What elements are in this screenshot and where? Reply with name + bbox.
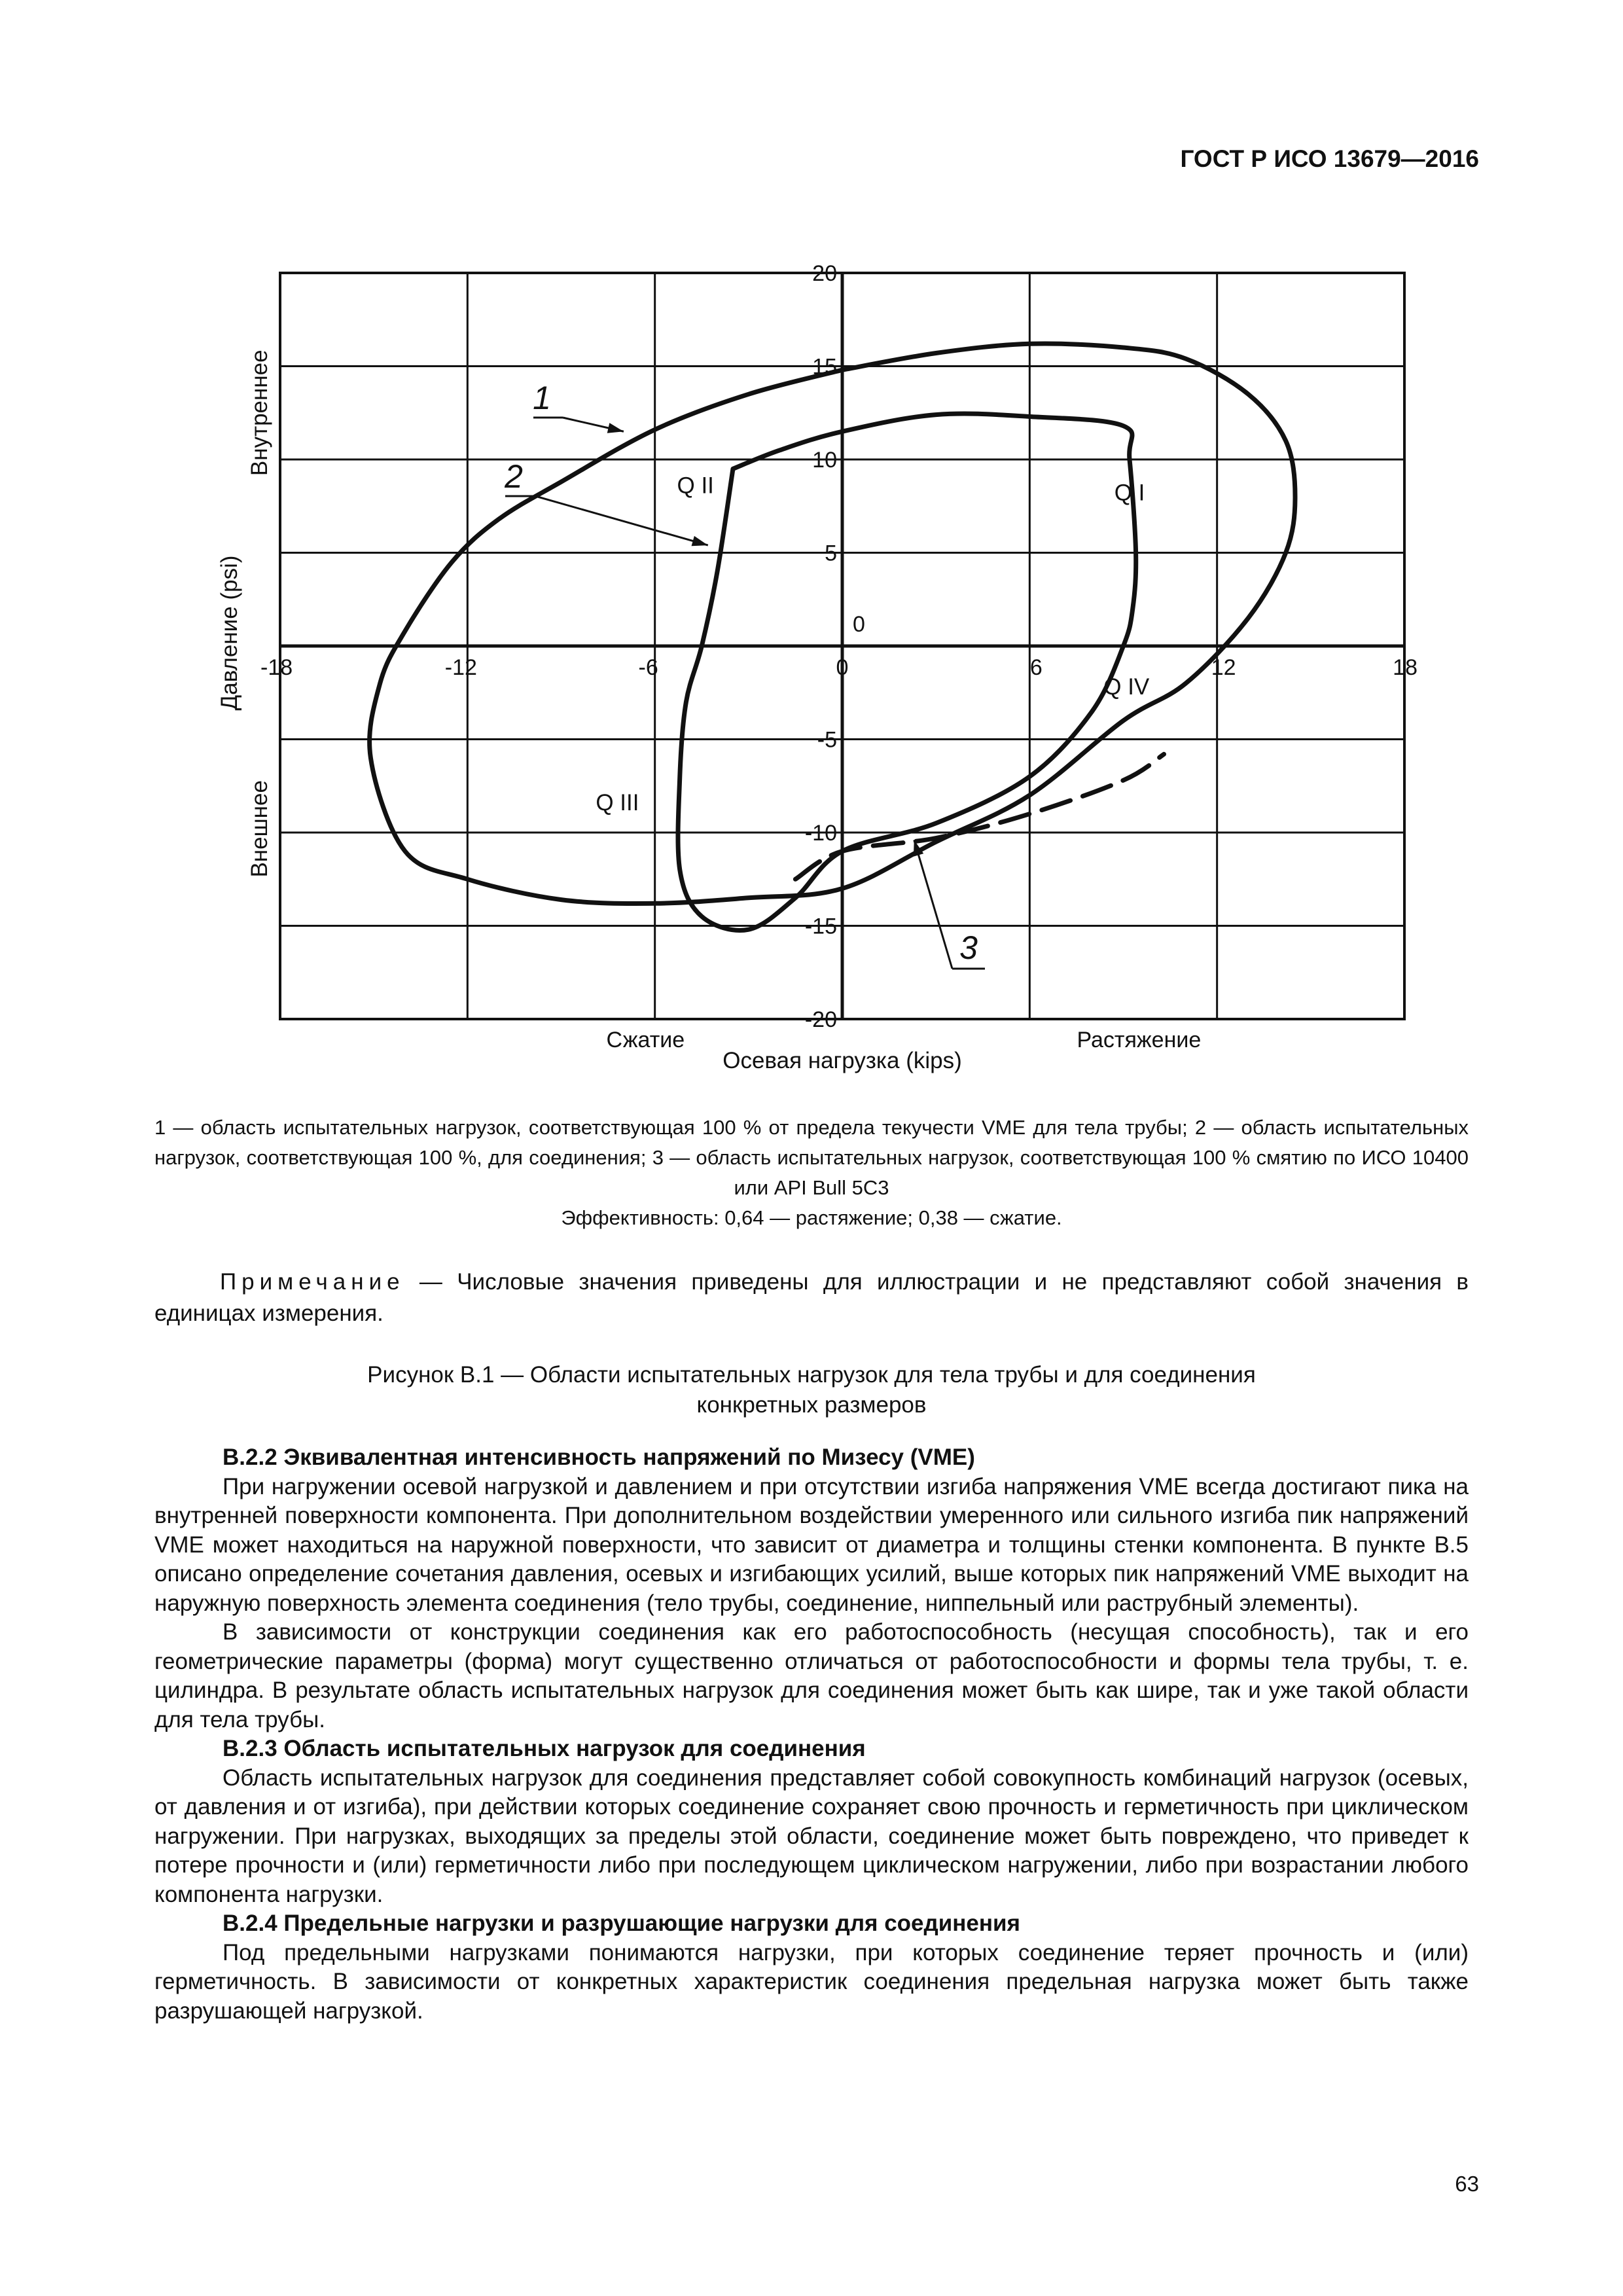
paragraph: Область испытательных нагрузок для соединения представляет собой совокупность комбинаций нагрузок (осевых, от давления и от изгиба), при действии которых соединение сохраняет свою прочность и герметичность при циклическом нагружении. При нагрузках, выходящих за пределы этой области, соединение может быть повреждено, что приведет к потере прочности и (или) герметичности либо при последующем циклическом нагружении, либо при возрастании любого компонента нагрузки. [154, 1765, 1469, 1907]
x-tick-label: -12 [444, 655, 477, 680]
quadrant-label: Q IV [1103, 674, 1150, 700]
y-tick-label: -10 [804, 821, 837, 846]
y-tick-label: 20 [812, 261, 837, 286]
y-tick-label: -5 [817, 727, 837, 753]
section-heading-b24: В.2.4 Предельные нагрузки и разрушающие нагрузки для соединения [223, 1910, 1020, 1936]
x-tick-label: 12 [1211, 655, 1236, 680]
callout-leader [535, 496, 708, 545]
x-tick-label: 0 [836, 655, 849, 680]
paragraph: При нагружении осевой нагрузкой и давлением и при отсутствии изгиба напряжения VME всегда достигают пика на внутренней поверхности компонента. При дополнительном воздействии умеренного или сильного изгиба пик напряжений VME может находиться на наружной поверхности, что зависит от диаметра и толщины стенки компонента. В пункте В.5 описано определение сочетания давления, осевых и изгибающих усилий, выше которых пик напряжений VME выходит на наружную поверхность элемента соединения (тело трубы, соединение, ниппельный или раструбный элементы). [154, 1473, 1469, 1616]
callout-label: 1 [533, 380, 551, 416]
legend-text: 1 — область испытательных нагрузок, соответствующая 100 % от предела текучести VME для тела трубы; 2 — область испытательных нагрузок, соответствующая 100 %, для соединения; 3 — область испытательных нагрузок, соответствующая 100 % смятию по ИСО 10400 или API Bull 5C3 [154, 1116, 1469, 1199]
body-text [154, 1443, 1469, 2026]
x-side-label-left: Сжатие [606, 1028, 685, 1052]
y-side-label-bottom: Внешнее [247, 780, 272, 878]
page-number: 63 [1455, 2172, 1479, 2196]
callout-label: 2 [505, 458, 523, 495]
callout-leader [914, 840, 952, 969]
y-tick-label: 5 [825, 541, 837, 566]
quadrant-label: Q III [596, 789, 639, 816]
caption-line-1: Рисунок В.1 — Области испытательных нагрузок для тела трубы и для соединения [367, 1362, 1256, 1388]
callout-arrowhead [607, 423, 624, 433]
x-tick-label: -18 [260, 655, 293, 680]
y-tick-label: -20 [804, 1007, 837, 1032]
callout-label: 3 [959, 929, 978, 966]
x-side-label-right: Растяжение [1077, 1028, 1202, 1052]
series-2-curve [678, 414, 1136, 930]
quadrant-label: Q II [677, 473, 714, 499]
series-1-curve [370, 344, 1295, 904]
section-heading-b22: В.2.2 Эквивалентная интенсивность напряжений по Мизесу (VME) [223, 1444, 975, 1470]
legend-efficiency: Эффективность: 0,64 — растяжение; 0,38 — сжатие. [561, 1206, 1062, 1229]
chart-labels [217, 261, 1418, 1073]
y-tick-label: 0 [853, 612, 865, 637]
quadrant-label: Q I [1114, 480, 1145, 506]
note-text: — Числовые значения приведены для иллюстрации и не представляют собой значения в единицах измерения. [154, 1269, 1469, 1326]
note-lead: Примечание [220, 1269, 405, 1295]
y-axis-title: Давление (psi) [217, 555, 242, 711]
caption-line-2: конкретных размеров [696, 1392, 927, 1418]
y-tick-label: -15 [804, 914, 837, 939]
x-tick-label: -6 [638, 655, 658, 680]
paragraph: В зависимости от конструкции соединения как его работоспособность (несущая способность), так и его геометрические параметры (форма) могут существенно отличаться от работоспособности и формы тела трубы, т. е. цилиндра. В результате область испытательных нагрузок для соединения может быть как шире, так и уже такой области для тела трубы. [154, 1619, 1469, 1732]
section-heading-b23: В.2.3 Область испытательных нагрузок для соединения [223, 1736, 866, 1761]
figure-note [154, 1266, 1469, 1329]
paragraph: Под предельными нагрузками понимаются нагрузки, при которых соединение теряет прочность и (или) герметичность. В зависимости от конкретных характеристик соединения предельная нагрузка может быть также разрушающей нагрузкой. [154, 1939, 1469, 2024]
y-side-label-top: Внутреннее [247, 350, 272, 476]
callout-arrowhead [692, 536, 708, 546]
document-header: ГОСТ Р ИСО 13679—2016 [1180, 145, 1479, 172]
figure-caption [154, 1360, 1469, 1420]
figure-legend [154, 1113, 1469, 1233]
y-tick-label: 10 [812, 448, 837, 473]
x-axis-title: Осевая нагрузка (kips) [722, 1048, 962, 1073]
x-tick-label: 18 [1393, 655, 1418, 680]
x-tick-label: 6 [1029, 655, 1043, 680]
y-tick-label: 15 [812, 354, 837, 380]
series-3-curve [795, 754, 1164, 879]
load-envelope-chart [0, 0, 1623, 1080]
